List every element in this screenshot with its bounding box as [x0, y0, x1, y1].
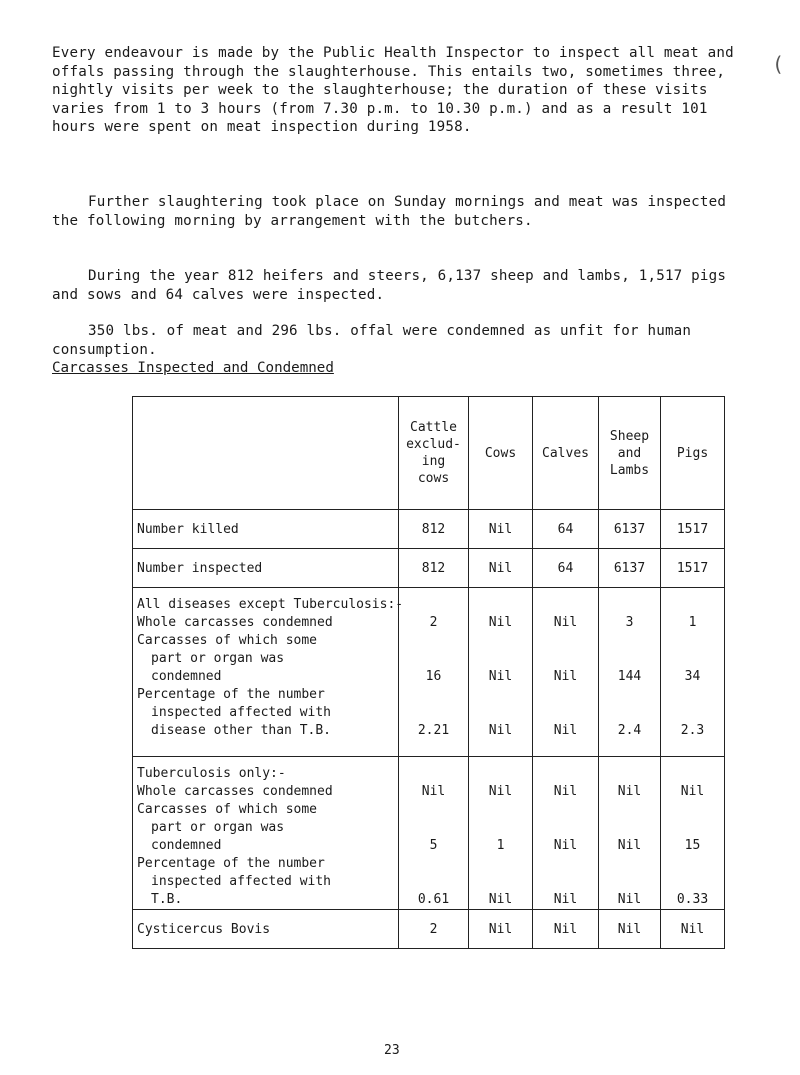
row-label: Percentage of the number: [137, 687, 325, 702]
cell-value: 15: [684, 838, 701, 853]
cell-value: 2: [429, 615, 438, 630]
row-label: Carcasses of which some: [137, 633, 318, 648]
header-calves: Calves: [533, 397, 599, 510]
cell-value: Nil: [533, 910, 599, 949]
row-label: Carcasses of which some: [137, 802, 318, 817]
table-row-killed: [133, 510, 725, 549]
column-cows: [469, 588, 533, 757]
table-block-all-diseases: [133, 588, 725, 757]
page-number: 23: [384, 1043, 400, 1058]
column-sheep: [599, 757, 661, 910]
cell-value: 16: [425, 669, 442, 684]
row-label: inspected affected with: [151, 874, 332, 889]
cell-value: 0.33: [676, 892, 709, 907]
cell-value: Nil: [553, 723, 578, 738]
row-label: condemned: [151, 838, 222, 853]
cell-value: 64: [533, 510, 599, 549]
cell-value: Nil: [553, 669, 578, 684]
cell-value: Nil: [617, 838, 642, 853]
all-diseases-labels: [133, 588, 404, 757]
cell-value: 144: [617, 669, 642, 684]
cell-value: Nil: [469, 910, 533, 949]
table-row-inspected: [133, 549, 725, 588]
row-label: T.B.: [151, 892, 183, 907]
cell-value: 2.4: [617, 723, 642, 738]
cell-value: Nil: [488, 669, 513, 684]
cell-value: Nil: [599, 910, 661, 949]
column-cows: [469, 757, 533, 910]
row-label: Cysticercus Bovis: [133, 910, 399, 949]
cell-value: 1: [688, 615, 697, 630]
table-row-cysticercus: [133, 910, 725, 949]
row-label: Percentage of the number: [137, 856, 325, 871]
header-pigs: Pigs: [661, 397, 725, 510]
cell-value: 34: [684, 669, 701, 684]
row-label: Number inspected: [133, 549, 399, 588]
table-heading: Carcasses Inspected and Condemned: [52, 360, 334, 376]
header-cows: Cows: [469, 397, 533, 510]
cell-value: Nil: [617, 892, 642, 907]
row-label: Number killed: [133, 510, 399, 549]
cell-value: 6137: [599, 549, 661, 588]
page-edge-mark: (: [772, 52, 785, 76]
cell-value: 2.3: [680, 723, 705, 738]
cell-value: Nil: [553, 784, 578, 799]
cell-value: Nil: [488, 723, 513, 738]
column-cattle: [399, 588, 469, 757]
column-pigs: [661, 757, 725, 910]
cell-value: Nil: [488, 784, 513, 799]
cell-value: 64: [533, 549, 599, 588]
cell-value: Nil: [680, 784, 705, 799]
row-label: condemned: [151, 669, 222, 684]
cell-value: 812: [399, 549, 469, 588]
header-sheep: Sheep and Lambs: [599, 397, 661, 510]
row-label: Whole carcasses condemned: [137, 615, 333, 630]
carcasses-table: [132, 396, 725, 949]
block-header: Tuberculosis only:-: [137, 766, 286, 781]
tuberculosis-labels: [133, 757, 399, 910]
cell-value: 0.61: [417, 892, 450, 907]
column-calves: [533, 757, 599, 910]
row-label: Whole carcasses condemned: [137, 784, 333, 799]
paragraph-1: Every endeavour is made by the Public Health Inspector to inspect all meat and offals passing through the slaughterhouse. This entails two, sometimes three, nightly visits per week to the slaughterhouse; the duration of these visits varies from 1 to 3 hours (from 7.30 p.m. to 10.30 p.m.) and as a result 101 hours were spent on meat inspection during 1958.: [52, 45, 734, 136]
cell-value: Nil: [421, 784, 446, 799]
column-sheep: [599, 588, 661, 757]
table-header-row: [133, 397, 725, 510]
paragraph-4: 350 lbs. of meat and 296 lbs. offal were condemned as unfit for human consumption.: [52, 323, 692, 358]
row-label: part or organ was: [151, 651, 285, 666]
cell-value: Nil: [617, 784, 642, 799]
cell-value: Nil: [488, 615, 513, 630]
cell-value: Nil: [488, 892, 513, 907]
cell-value: Nil: [553, 892, 578, 907]
header-empty: [133, 397, 399, 510]
column-pigs: [661, 588, 725, 757]
cell-value: 5: [429, 838, 438, 853]
table-block-tuberculosis: [133, 757, 725, 910]
cell-value: Nil: [661, 910, 725, 949]
cell-value: 3: [625, 615, 634, 630]
cell-value: Nil: [469, 510, 533, 549]
cell-value: 1: [496, 838, 505, 853]
cell-value: 6137: [599, 510, 661, 549]
cell-value: 2.21: [417, 723, 450, 738]
row-label: inspected affected with: [151, 705, 332, 720]
cell-value: Nil: [469, 549, 533, 588]
column-calves: [533, 588, 599, 757]
column-cattle: [399, 757, 469, 910]
block-header: All diseases except Tuberculosis:-: [137, 597, 404, 612]
header-cattle: Cattle exclud-ing cows: [399, 397, 469, 510]
cell-value: 1517: [661, 510, 725, 549]
cell-value: Nil: [553, 838, 578, 853]
row-label: disease other than T.B.: [151, 723, 332, 738]
paragraph-3: During the year 812 heifers and steers, 6,137 sheep and lambs, 1,517 pigs and sows and 64 calves were inspected.: [52, 268, 727, 303]
cell-value: 812: [399, 510, 469, 549]
cell-value: 1517: [661, 549, 725, 588]
cell-value: 2: [399, 910, 469, 949]
row-label: part or organ was: [151, 820, 285, 835]
cell-value: Nil: [553, 615, 578, 630]
paragraph-2: Further slaughtering took place on Sunday mornings and meat was inspected the following morning by arrangement with the butchers.: [52, 194, 727, 229]
